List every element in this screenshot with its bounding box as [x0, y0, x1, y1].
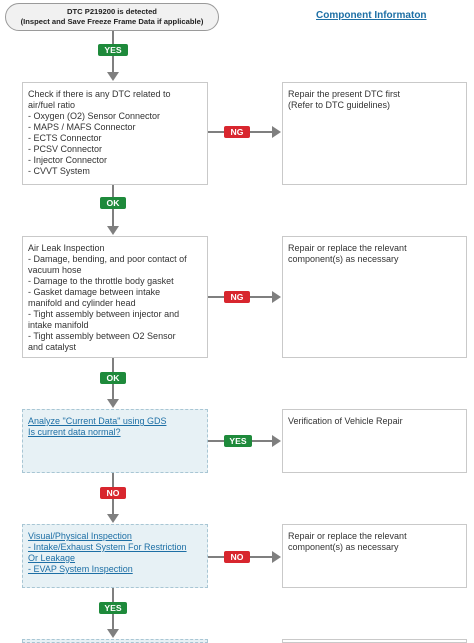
connector-step3-down-arrow — [107, 514, 119, 523]
next-step-box — [22, 639, 208, 643]
step4-no-label: NO — [224, 551, 250, 563]
connector-step4-side-arrow — [272, 551, 281, 563]
connector-step2-side-arrow — [272, 291, 281, 303]
step1-ok-label: OK — [100, 197, 126, 209]
step1-ng-label: NG — [224, 126, 250, 138]
step2-ng-label: NG — [224, 291, 250, 303]
connector-step2-down-arrow — [107, 399, 119, 408]
start-subtitle: (Inspect and Save Freeze Frame Data if applicable) — [20, 17, 204, 26]
next-result-box — [282, 639, 467, 643]
start-node — [5, 3, 219, 31]
connector-step1-side-arrow — [272, 126, 281, 138]
component-information-link[interactable]: Component Informaton — [316, 10, 427, 21]
current-data-link[interactable]: Analyze "Current Data" using GDS — [28, 416, 167, 426]
connector-step4-down-arrow — [107, 629, 119, 638]
step-air-leak-box: Air Leak Inspection - Damage, bending, and poor contact of vacuum hose - Damage to the throttle body gasket - Gasket damage between intake manifold and cylinder head - Tight assembly between injector and intake manifold - Tight assembly between O2 Sensor and catalyst — [22, 236, 208, 358]
evap-system-link[interactable]: - EVAP System Inspection — [28, 564, 133, 574]
step3-result-box: Verification of Vehicle Repair — [282, 409, 467, 473]
start-title: DTC P219200 is detected — [67, 7, 157, 16]
step2-result-box: Repair or replace the relevant component(s) as necessary — [282, 236, 467, 358]
intake-exhaust-link[interactable]: - Intake/Exhaust System For Restriction — [28, 542, 187, 552]
step-visual-inspection-box — [22, 524, 208, 588]
step1-result-box: Repair the present DTC first (Refer to DTC guidelines) — [282, 82, 467, 185]
step3-yes-label: YES — [224, 435, 252, 447]
current-data-question-link[interactable]: Is current data normal? — [28, 427, 121, 437]
start-yes-label: YES — [98, 44, 128, 56]
step-current-data-box — [22, 409, 208, 473]
connector-step1-down-arrow — [107, 226, 119, 235]
step3-no-label: NO — [100, 487, 126, 499]
connector-step3-side-arrow — [272, 435, 281, 447]
leakage-link[interactable]: Or Leakage — [28, 553, 76, 563]
step4-result-box: Repair or replace the relevant component(s) as necessary — [282, 524, 467, 588]
visual-inspection-link[interactable]: Visual/Physical Inspection — [28, 531, 132, 541]
step2-ok-label: OK — [100, 372, 126, 384]
step-dtc-check-box: Check if there is any DTC related to air/fuel ratio - Oxygen (O2) Sensor Connector - MAPS / MAFS Connector - ECTS Connector - PCSV Connector - Injector Connector - CVVT System — [22, 82, 208, 185]
step4-yes-label: YES — [99, 602, 127, 614]
connector-start-arrow — [107, 72, 119, 81]
